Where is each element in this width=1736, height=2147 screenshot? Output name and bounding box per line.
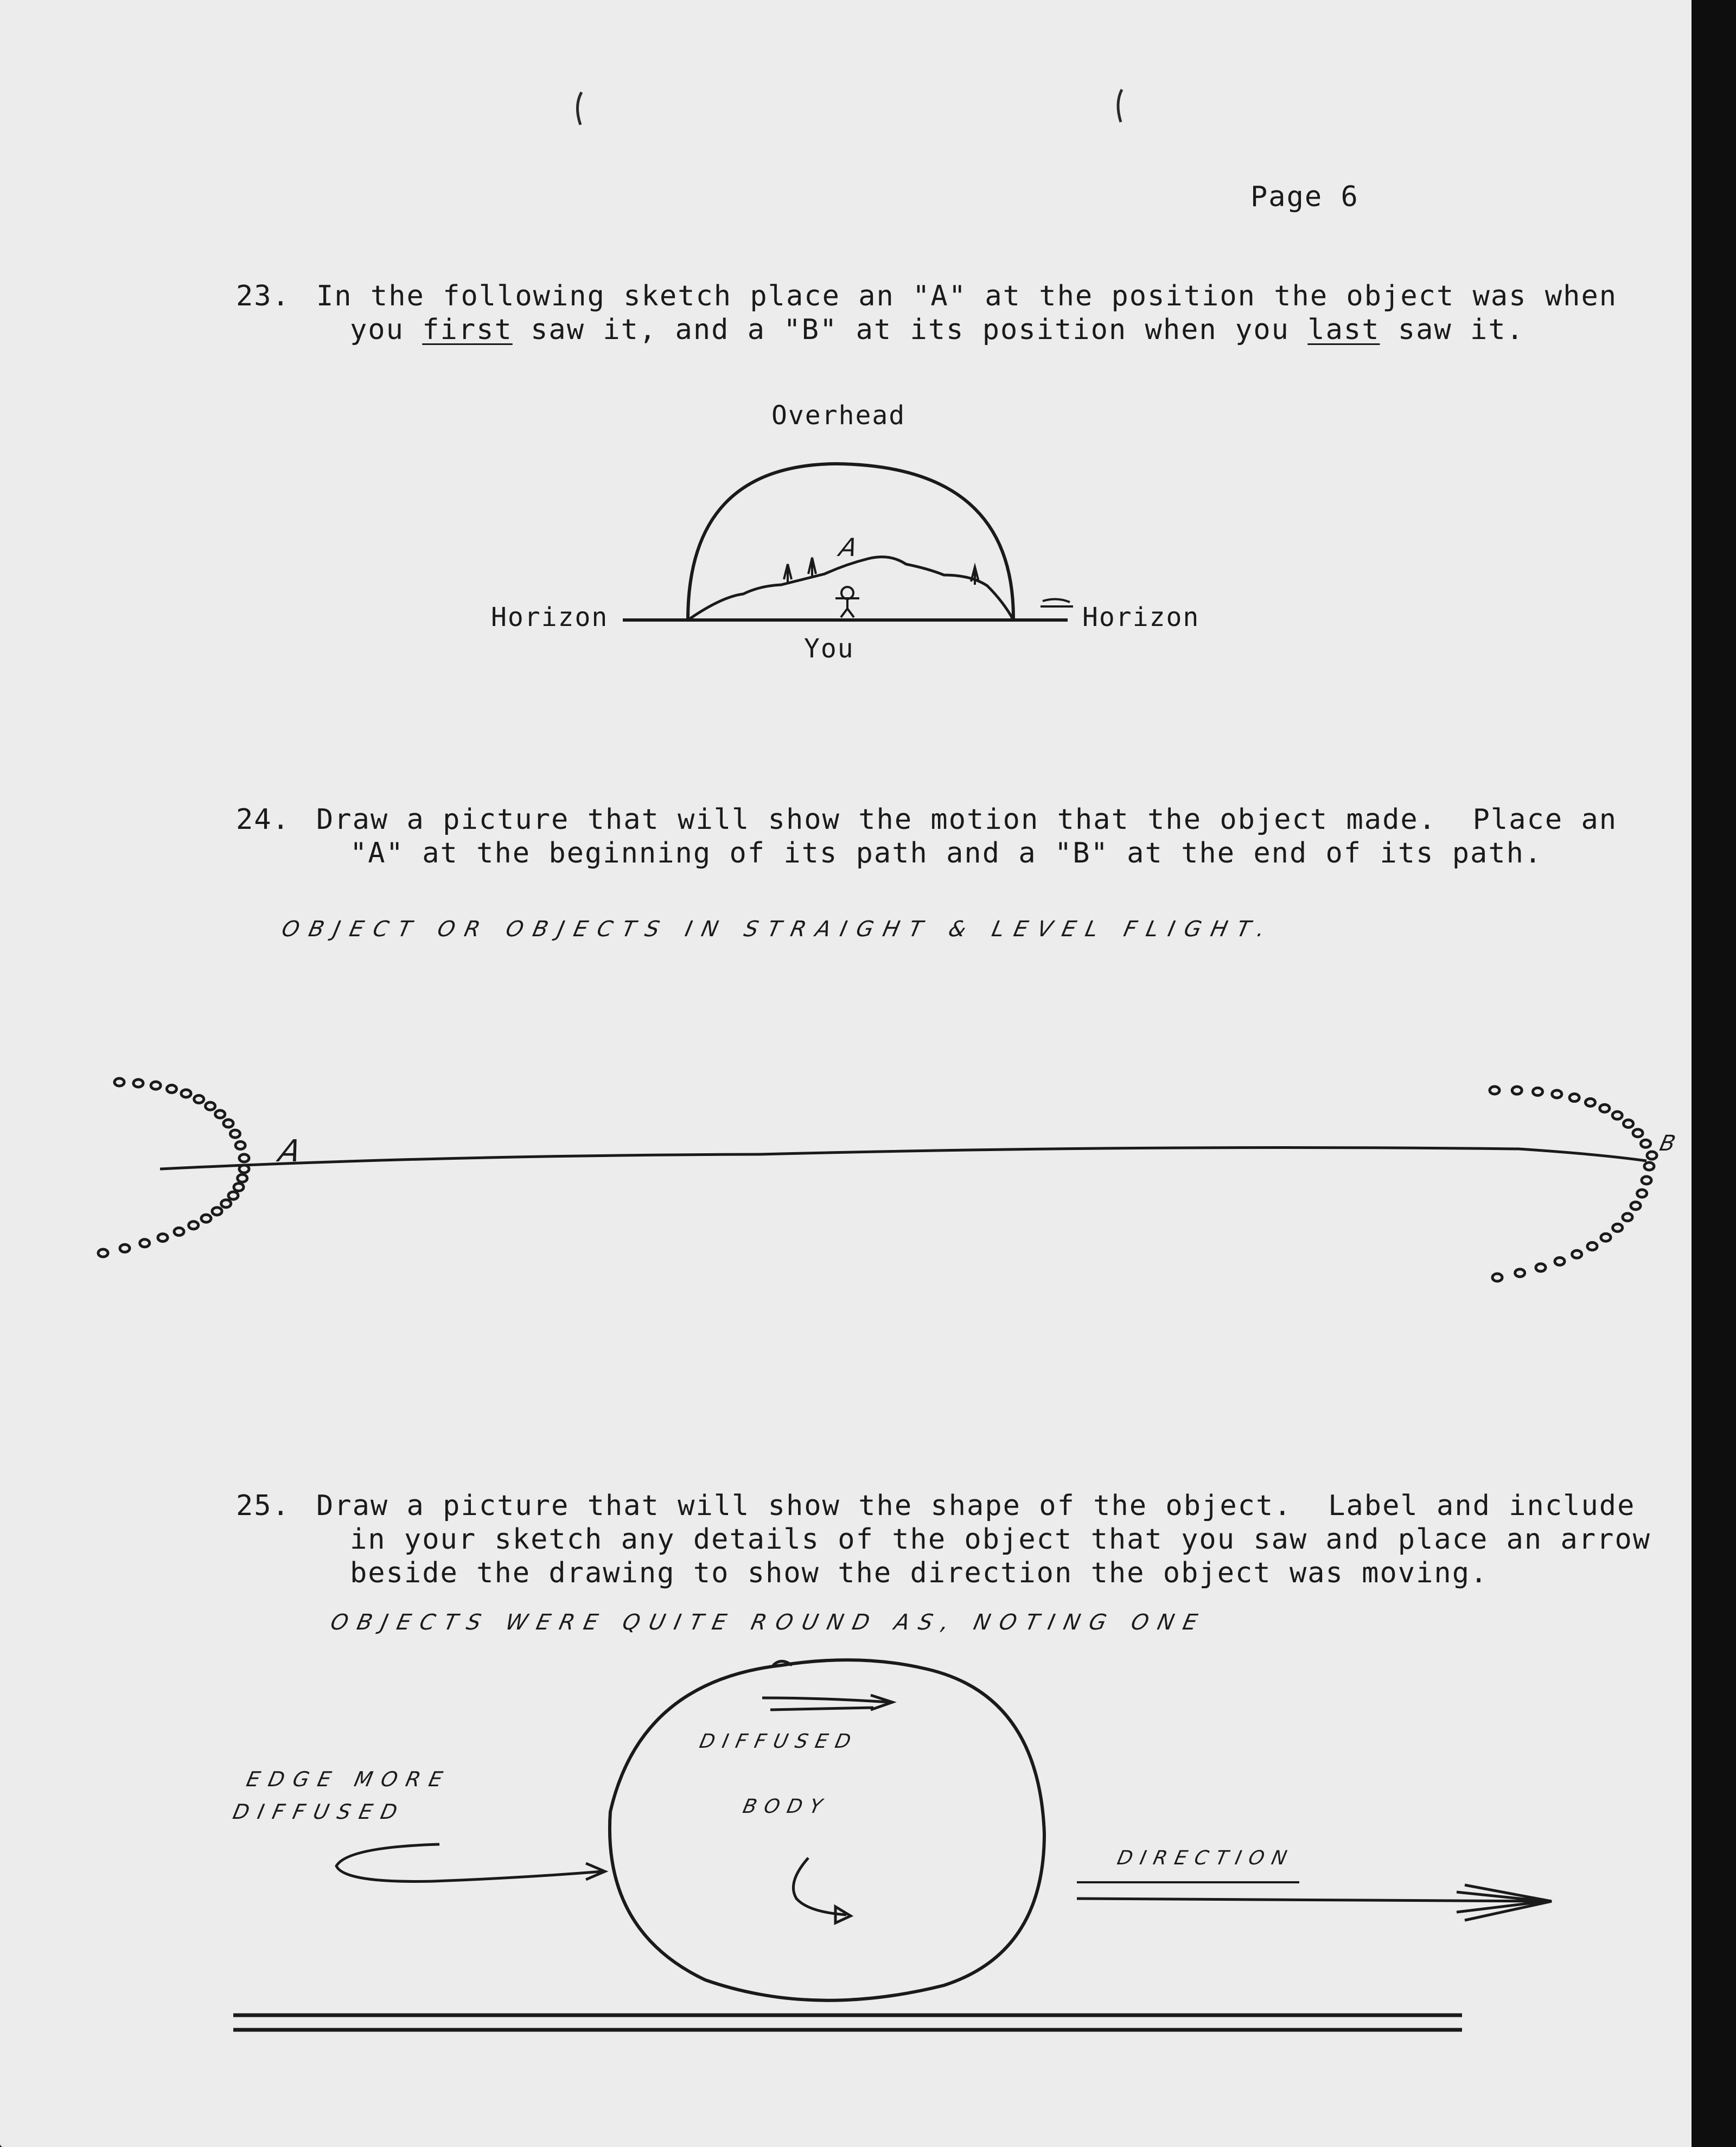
object-dot [114, 1078, 124, 1086]
object-dot [1633, 1129, 1643, 1137]
object-dot [1585, 1098, 1595, 1106]
object-dot [206, 1102, 215, 1110]
q23-number: 23. [236, 280, 290, 312]
object-dot [224, 1120, 233, 1127]
object-dot [1555, 1257, 1565, 1265]
object-dot [201, 1215, 211, 1222]
direction-arrow [1077, 1885, 1552, 1920]
q25-handwritten-answer: OBJECTS WERE QUITE ROUND AS, NOTING ONE [328, 1610, 1209, 1635]
q24-number: 24. [236, 803, 290, 836]
q25-number: 25. [236, 1490, 290, 1522]
overhead-label: Overhead [771, 400, 906, 431]
label-diffused: DIFFUSED [697, 1730, 860, 1753]
q24-mark-b: B [1657, 1131, 1690, 1156]
q25-text-line3: beside the drawing to show the direction the object was moving. [350, 1557, 1489, 1589]
bottom-rules [233, 2015, 1462, 2030]
object-dot [1647, 1152, 1657, 1159]
object-dot [239, 1154, 249, 1162]
object-dot [181, 1090, 191, 1097]
object-dot [1600, 1104, 1610, 1112]
object-dot [1490, 1087, 1499, 1094]
q25-text-line2: in your sketch any details of the object that you saw and place an arrow [350, 1523, 1651, 1556]
edge-arrow [336, 1844, 605, 1881]
object-dot [1536, 1264, 1546, 1271]
mark-b-scribble [1041, 599, 1073, 606]
q24-text-line2: "A" at the beginning of its path and a "B" at the end of its path. [350, 837, 1543, 870]
object-dot [1624, 1120, 1633, 1127]
object-dot [189, 1222, 199, 1229]
object-dot [1512, 1087, 1522, 1094]
object-dot [98, 1249, 108, 1257]
object-dot [1569, 1094, 1579, 1102]
flight-path-line [160, 1148, 1646, 1169]
label-edge-diffused: DIFFUSED [231, 1800, 409, 1824]
label-direction: DIRECTION [1115, 1847, 1297, 1869]
object-dot [1623, 1213, 1632, 1221]
object-dot [133, 1079, 143, 1087]
object-dot [238, 1174, 247, 1182]
round-object-outline [610, 1660, 1044, 2001]
object-dot [158, 1234, 168, 1242]
flight-path-diagram [160, 1148, 1646, 1169]
object-dot [230, 1130, 240, 1138]
object-dot [1613, 1224, 1623, 1231]
q24-text-line1: Draw a picture that will show the motion that the object made. Place an [316, 803, 1618, 836]
object-dot [1552, 1090, 1562, 1098]
object-dot [212, 1207, 222, 1215]
object-dot [235, 1142, 245, 1149]
object-dot [120, 1244, 130, 1252]
object-dot [1572, 1250, 1582, 1258]
top-arrow [762, 1662, 892, 1710]
q23-text-line2: you first saw it, and a "B" at its position when you last saw it. [350, 314, 1524, 346]
object-dot [1533, 1088, 1543, 1095]
object-dot [228, 1192, 238, 1199]
horizon-left-label: Horizon [491, 602, 609, 632]
object-dot [140, 1239, 150, 1247]
object-dot [234, 1183, 244, 1191]
body-arrow [793, 1858, 851, 1923]
object-dot [174, 1228, 184, 1236]
object-dot [151, 1082, 161, 1089]
q25-text-line1: Draw a picture that will show the shape of the object. Label and include [316, 1490, 1636, 1522]
horizon-right-label: Horizon [1082, 602, 1200, 632]
object-dot [221, 1200, 231, 1207]
object-dot [1587, 1243, 1597, 1250]
observer-stick-figure [835, 587, 859, 617]
tree-marks [784, 558, 979, 585]
page-number: Page 6 [1250, 181, 1359, 213]
object-dot [1612, 1111, 1622, 1119]
object-dot [167, 1085, 176, 1092]
object-dot [1637, 1190, 1647, 1197]
object-dot [194, 1095, 204, 1103]
q24-handwritten-answer: OBJECT OR OBJECTS IN STRAIGHT & LEVEL FLIGHT. [279, 917, 1277, 942]
q23-text-line1: In the following sketch place an "A" at the position the object was when [316, 280, 1618, 312]
object-shape-diagram [336, 1660, 1552, 2001]
margin-marks [577, 90, 1122, 125]
object-dot [1601, 1234, 1611, 1241]
label-body: BODY [741, 1795, 832, 1818]
object-dot [1644, 1162, 1654, 1170]
label-edge-more: EDGE MORE [244, 1767, 454, 1791]
object-dot [1631, 1202, 1641, 1210]
object-dot [1641, 1140, 1651, 1147]
object-dot [1492, 1274, 1502, 1281]
object-dot [239, 1165, 249, 1173]
you-label: You [804, 634, 854, 664]
object-dot [1642, 1177, 1651, 1184]
object-dot-trails [98, 1078, 1657, 1281]
object-dot [215, 1110, 225, 1118]
q23-mark-a: A [837, 533, 872, 562]
object-dot [1515, 1269, 1525, 1277]
q24-mark-a: A [276, 1134, 316, 1169]
